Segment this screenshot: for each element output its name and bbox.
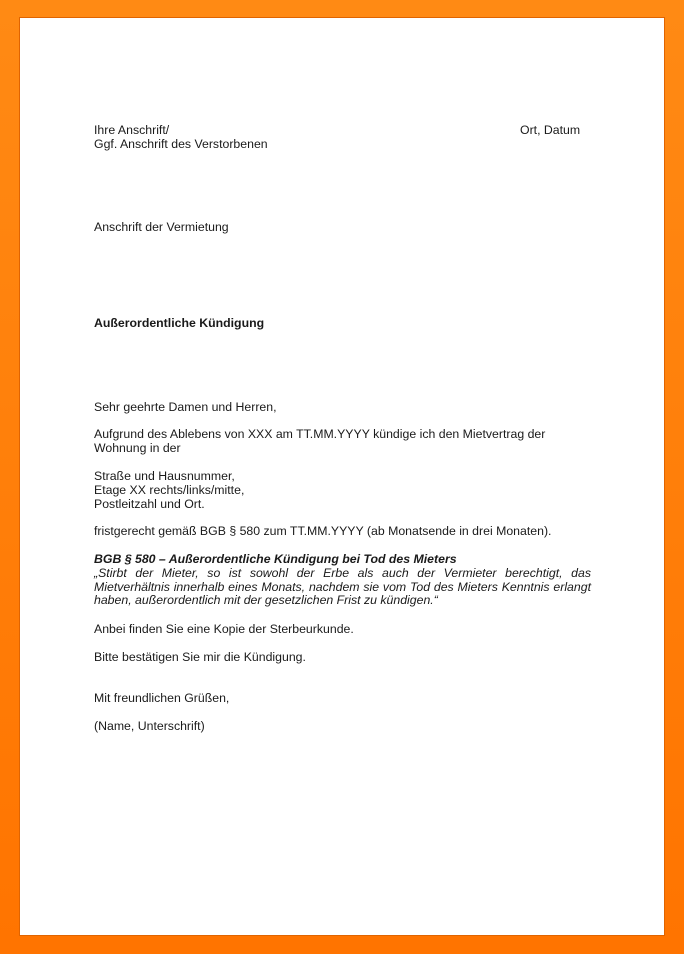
law-quote-line3: haben, außerordentlich mit der gesetzlichen Frist zu kündigen.“ xyxy=(94,593,438,607)
signature-placeholder: (Name, Unterschrift) xyxy=(94,719,205,733)
address-street: Straße und Hausnummer, xyxy=(94,469,235,483)
letter-page xyxy=(19,17,665,936)
law-quote-line2: Mietverhältnis innerhalb eines Monats, nachdem sie vom Tod des Mieters Kenntnis erlangt xyxy=(94,579,591,594)
body-intro-line1: Aufgrund des Ablebens von XXX am TT.MM.YYYY kündige ich den Mietvertrag der xyxy=(94,427,546,441)
attachment-note: Anbei finden Sie eine Kopie der Sterbeurkunde. xyxy=(94,622,354,636)
subject-line: Außerordentliche Kündigung xyxy=(94,316,265,330)
recipient-address: Anschrift der Vermietung xyxy=(94,220,229,234)
deadline-line: fristgerecht gemäß BGB § 580 zum TT.MM.YYYY (ab Monatsende in drei Monaten). xyxy=(94,524,552,538)
law-quote xyxy=(94,567,591,608)
body-intro-line2: Wohnung in der xyxy=(94,441,181,455)
law-heading: BGB § 580 – Außerordentliche Kündigung bei Tod des Mieters xyxy=(94,552,457,566)
law-quote-line1: „Stirbt der Mieter, so ist sowohl der Erbe als auch der Vermieter berechtigt, das xyxy=(94,566,591,580)
place-date: Ort, Datum xyxy=(520,123,581,137)
closing-greeting: Mit freundlichen Grüßen, xyxy=(94,691,230,705)
salutation: Sehr geehrte Damen und Herren, xyxy=(94,400,277,414)
sender-address-line1: Ihre Anschrift/ xyxy=(94,123,170,137)
confirmation-request: Bitte bestätigen Sie mir die Kündigung. xyxy=(94,650,306,664)
sender-address-line2: Ggf. Anschrift des Verstorbenen xyxy=(94,137,268,151)
address-city: Postleitzahl und Ort. xyxy=(94,497,205,511)
address-floor: Etage XX rechts/links/mitte, xyxy=(94,483,245,497)
